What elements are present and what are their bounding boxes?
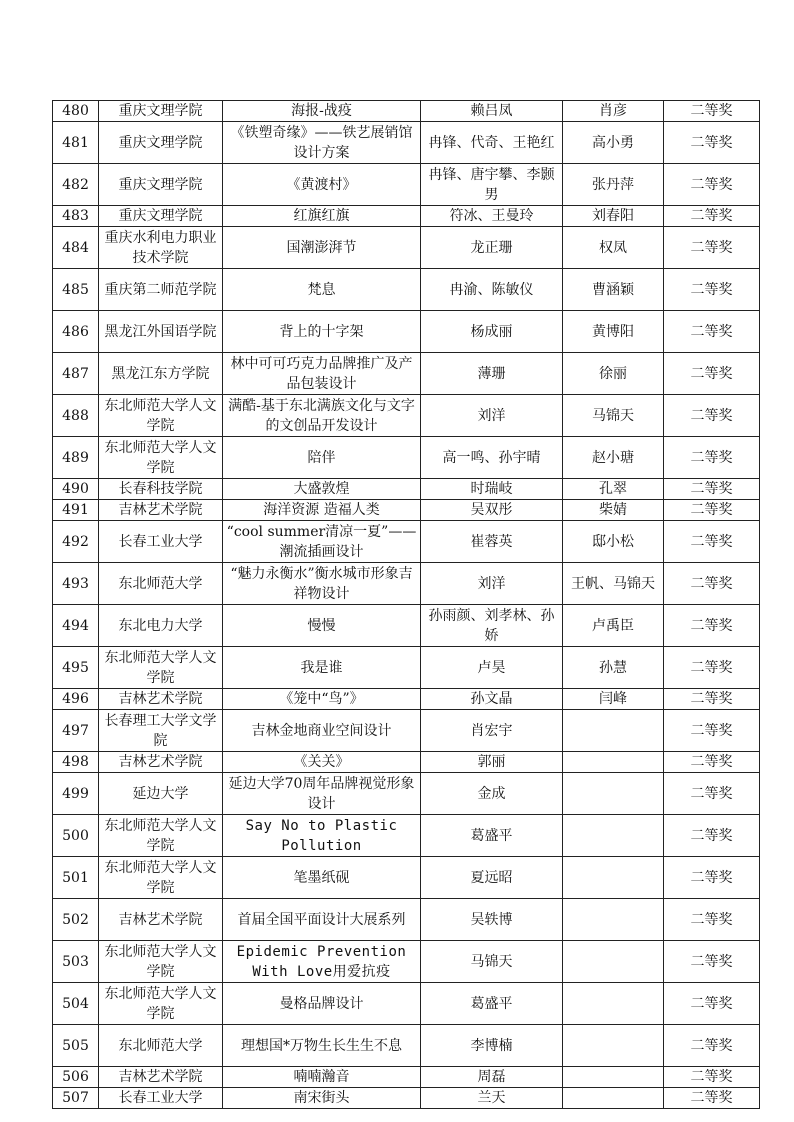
author-names: 时瑞岐 — [421, 479, 563, 500]
entry-number: 486 — [53, 311, 99, 353]
work-title: 《笼中“鸟”》 — [223, 689, 421, 710]
work-title: 大盛敦煌 — [223, 479, 421, 500]
award-level: 二等奖 — [664, 437, 760, 479]
advisor-name — [563, 710, 664, 752]
advisor-name — [563, 1025, 664, 1067]
school-name: 东北师范大学人文学院 — [99, 941, 223, 983]
school-name: 东北电力大学 — [99, 605, 223, 647]
award-level: 二等奖 — [664, 710, 760, 752]
author-names: 金成 — [421, 773, 563, 815]
table-row — [53, 437, 760, 479]
award-level: 二等奖 — [664, 122, 760, 164]
entry-number: 500 — [53, 815, 99, 857]
table-row — [53, 1088, 760, 1109]
entry-number: 485 — [53, 269, 99, 311]
school-name: 长春理工大学文学院 — [99, 710, 223, 752]
work-title: 曼格品牌设计 — [223, 983, 421, 1025]
table-row — [53, 773, 760, 815]
author-names: 杨成丽 — [421, 311, 563, 353]
work-title: 吉林金地商业空间设计 — [223, 710, 421, 752]
author-names: 孙雨颜、刘孝林、孙娇 — [421, 605, 563, 647]
entry-number: 491 — [53, 500, 99, 521]
work-title: 慢慢 — [223, 605, 421, 647]
school-name: 东北师范大学 — [99, 563, 223, 605]
award-level: 二等奖 — [664, 479, 760, 500]
award-level: 二等奖 — [664, 521, 760, 563]
school-name: 长春工业大学 — [99, 1088, 223, 1109]
advisor-name — [563, 857, 664, 899]
author-names: 马锦天 — [421, 941, 563, 983]
school-name: 东北师范大学人文学院 — [99, 857, 223, 899]
award-level: 二等奖 — [664, 857, 760, 899]
entry-number: 503 — [53, 941, 99, 983]
author-names: 夏远昭 — [421, 857, 563, 899]
entry-number: 493 — [53, 563, 99, 605]
advisor-name: 闫峰 — [563, 689, 664, 710]
entry-number: 497 — [53, 710, 99, 752]
work-title: Say No to Plastic Pollution — [223, 815, 421, 857]
entry-number: 507 — [53, 1088, 99, 1109]
author-names: 刘洋 — [421, 395, 563, 437]
school-name: 重庆文理学院 — [99, 101, 223, 122]
work-title: 林中可可巧克力品牌推广及产品包装设计 — [223, 353, 421, 395]
advisor-name: 黄博阳 — [563, 311, 664, 353]
award-level: 二等奖 — [664, 164, 760, 206]
advisor-name — [563, 1067, 664, 1088]
author-names: 葛盛平 — [421, 815, 563, 857]
advisor-name — [563, 752, 664, 773]
award-level: 二等奖 — [664, 899, 760, 941]
award-level: 二等奖 — [664, 269, 760, 311]
entry-number: 492 — [53, 521, 99, 563]
advisor-name: 柴婧 — [563, 500, 664, 521]
table-row — [53, 647, 760, 689]
work-title: 陪伴 — [223, 437, 421, 479]
school-name: 东北师范大学人文学院 — [99, 983, 223, 1025]
award-level: 二等奖 — [664, 395, 760, 437]
entry-number: 490 — [53, 479, 99, 500]
school-name: 吉林艺术学院 — [99, 689, 223, 710]
school-name: 黑龙江东方学院 — [99, 353, 223, 395]
advisor-name — [563, 983, 664, 1025]
award-level: 二等奖 — [664, 1025, 760, 1067]
advisor-name — [563, 1088, 664, 1109]
advisor-name: 邸小松 — [563, 521, 664, 563]
table-row — [53, 1067, 760, 1088]
table-row — [53, 752, 760, 773]
advisor-name: 张丹萍 — [563, 164, 664, 206]
entry-number: 504 — [53, 983, 99, 1025]
work-title: 喃喃瀚音 — [223, 1067, 421, 1088]
school-name: 重庆文理学院 — [99, 206, 223, 227]
table-row — [53, 500, 760, 521]
table-row — [53, 605, 760, 647]
author-names: 冉锋、代奇、王艳红 — [421, 122, 563, 164]
entry-number: 502 — [53, 899, 99, 941]
author-names: 孙文晶 — [421, 689, 563, 710]
entry-number: 496 — [53, 689, 99, 710]
author-names: 冉锋、唐宇攀、李颢男 — [421, 164, 563, 206]
table-row — [53, 269, 760, 311]
work-title: 满酷-基于东北满族文化与文字的文创品开发设计 — [223, 395, 421, 437]
table-row — [53, 899, 760, 941]
table-row — [53, 122, 760, 164]
entry-number: 482 — [53, 164, 99, 206]
entry-number: 494 — [53, 605, 99, 647]
author-names: 李博楠 — [421, 1025, 563, 1067]
author-names: 符冰、王曼玲 — [421, 206, 563, 227]
school-name: 吉林艺术学院 — [99, 752, 223, 773]
school-name: 吉林艺术学院 — [99, 500, 223, 521]
school-name: 延边大学 — [99, 773, 223, 815]
author-names: 崔蓉英 — [421, 521, 563, 563]
work-title: 南宋街头 — [223, 1088, 421, 1109]
table-row — [53, 815, 760, 857]
work-title: 梵息 — [223, 269, 421, 311]
work-title: “cool summer清凉一夏”——潮流插画设计 — [223, 521, 421, 563]
school-name: 吉林艺术学院 — [99, 1067, 223, 1088]
entry-number: 480 — [53, 101, 99, 122]
advisor-name — [563, 899, 664, 941]
award-level: 二等奖 — [664, 605, 760, 647]
school-name: 东北师范大学人文学院 — [99, 815, 223, 857]
advisor-name: 孔翠 — [563, 479, 664, 500]
school-name: 东北师范大学人文学院 — [99, 647, 223, 689]
table-row — [53, 689, 760, 710]
work-title: 理想国*万物生长生生不息 — [223, 1025, 421, 1067]
award-level: 二等奖 — [664, 815, 760, 857]
advisor-name: 赵小瑭 — [563, 437, 664, 479]
work-title: 背上的十字架 — [223, 311, 421, 353]
award-level: 二等奖 — [664, 689, 760, 710]
table-row — [53, 983, 760, 1025]
school-name: 东北师范大学人文学院 — [99, 395, 223, 437]
award-level: 二等奖 — [664, 983, 760, 1025]
author-names: 肖宏宇 — [421, 710, 563, 752]
author-names: 赖吕凤 — [421, 101, 563, 122]
table-row — [53, 311, 760, 353]
entry-number: 487 — [53, 353, 99, 395]
advisor-name — [563, 773, 664, 815]
work-title: 《黄渡村》 — [223, 164, 421, 206]
award-level: 二等奖 — [664, 206, 760, 227]
awards-table-body — [53, 101, 760, 1109]
advisor-name: 徐丽 — [563, 353, 664, 395]
work-title: 我是谁 — [223, 647, 421, 689]
entry-number: 506 — [53, 1067, 99, 1088]
table-row — [53, 563, 760, 605]
work-title: “魅力永衡水”衡水城市形象吉祥物设计 — [223, 563, 421, 605]
author-names: 高一鸣、孙宇晴 — [421, 437, 563, 479]
advisor-name: 马锦天 — [563, 395, 664, 437]
school-name: 东北师范大学人文学院 — [99, 437, 223, 479]
table-row — [53, 206, 760, 227]
work-title: 《关关》 — [223, 752, 421, 773]
award-level: 二等奖 — [664, 227, 760, 269]
awards-table — [52, 100, 760, 1109]
advisor-name: 曹涵颖 — [563, 269, 664, 311]
author-names: 冉渝、陈敏仪 — [421, 269, 563, 311]
table-row — [53, 710, 760, 752]
advisor-name: 王帆、马锦天 — [563, 563, 664, 605]
table-row — [53, 941, 760, 983]
entry-number: 505 — [53, 1025, 99, 1067]
table-row — [53, 1025, 760, 1067]
work-title: 海洋资源 造福人类 — [223, 500, 421, 521]
table-row — [53, 395, 760, 437]
table-row — [53, 227, 760, 269]
award-level: 二等奖 — [664, 1067, 760, 1088]
award-level: 二等奖 — [664, 563, 760, 605]
table-row — [53, 521, 760, 563]
school-name: 重庆文理学院 — [99, 164, 223, 206]
award-level: 二等奖 — [664, 941, 760, 983]
work-title: 国潮澎湃节 — [223, 227, 421, 269]
advisor-name: 肖彦 — [563, 101, 664, 122]
author-names: 吴双彤 — [421, 500, 563, 521]
award-level: 二等奖 — [664, 311, 760, 353]
author-names: 薄珊 — [421, 353, 563, 395]
table-row — [53, 857, 760, 899]
school-name: 吉林艺术学院 — [99, 899, 223, 941]
entry-number: 498 — [53, 752, 99, 773]
entry-number: 499 — [53, 773, 99, 815]
school-name: 重庆第二师范学院 — [99, 269, 223, 311]
advisor-name: 孙慧 — [563, 647, 664, 689]
author-names: 周磊 — [421, 1067, 563, 1088]
work-title: 首届全国平面设计大展系列 — [223, 899, 421, 941]
table-row — [53, 479, 760, 500]
author-names: 龙正珊 — [421, 227, 563, 269]
school-name: 长春工业大学 — [99, 521, 223, 563]
author-names: 兰天 — [421, 1088, 563, 1109]
table-row — [53, 164, 760, 206]
school-name: 重庆水利电力职业技术学院 — [99, 227, 223, 269]
school-name: 东北师范大学 — [99, 1025, 223, 1067]
author-names: 卢昊 — [421, 647, 563, 689]
advisor-name: 高小勇 — [563, 122, 664, 164]
author-names: 葛盛平 — [421, 983, 563, 1025]
advisor-name: 权凤 — [563, 227, 664, 269]
work-title: 延边大学70周年品牌视觉形象设计 — [223, 773, 421, 815]
entry-number: 489 — [53, 437, 99, 479]
award-level: 二等奖 — [664, 752, 760, 773]
work-title: 笔墨纸砚 — [223, 857, 421, 899]
work-title: 《铁塑奇缘》——铁艺展销馆设计方案 — [223, 122, 421, 164]
entry-number: 495 — [53, 647, 99, 689]
entry-number: 483 — [53, 206, 99, 227]
table-row — [53, 101, 760, 122]
entry-number: 481 — [53, 122, 99, 164]
award-level: 二等奖 — [664, 500, 760, 521]
award-level: 二等奖 — [664, 101, 760, 122]
award-level: 二等奖 — [664, 773, 760, 815]
school-name: 重庆文理学院 — [99, 122, 223, 164]
table-row — [53, 353, 760, 395]
entry-number: 488 — [53, 395, 99, 437]
author-names: 吴轶博 — [421, 899, 563, 941]
work-title: 红旗红旗 — [223, 206, 421, 227]
entry-number: 501 — [53, 857, 99, 899]
work-title: Epidemic Prevention With Love用爱抗疫 — [223, 941, 421, 983]
advisor-name: 卢禹臣 — [563, 605, 664, 647]
author-names: 郭丽 — [421, 752, 563, 773]
award-level: 二等奖 — [664, 647, 760, 689]
school-name: 黑龙江外国语学院 — [99, 311, 223, 353]
advisor-name — [563, 815, 664, 857]
award-level: 二等奖 — [664, 353, 760, 395]
work-title: 海报-战疫 — [223, 101, 421, 122]
advisor-name: 刘春阳 — [563, 206, 664, 227]
advisor-name — [563, 941, 664, 983]
school-name: 长春科技学院 — [99, 479, 223, 500]
award-level: 二等奖 — [664, 1088, 760, 1109]
entry-number: 484 — [53, 227, 99, 269]
author-names: 刘洋 — [421, 563, 563, 605]
